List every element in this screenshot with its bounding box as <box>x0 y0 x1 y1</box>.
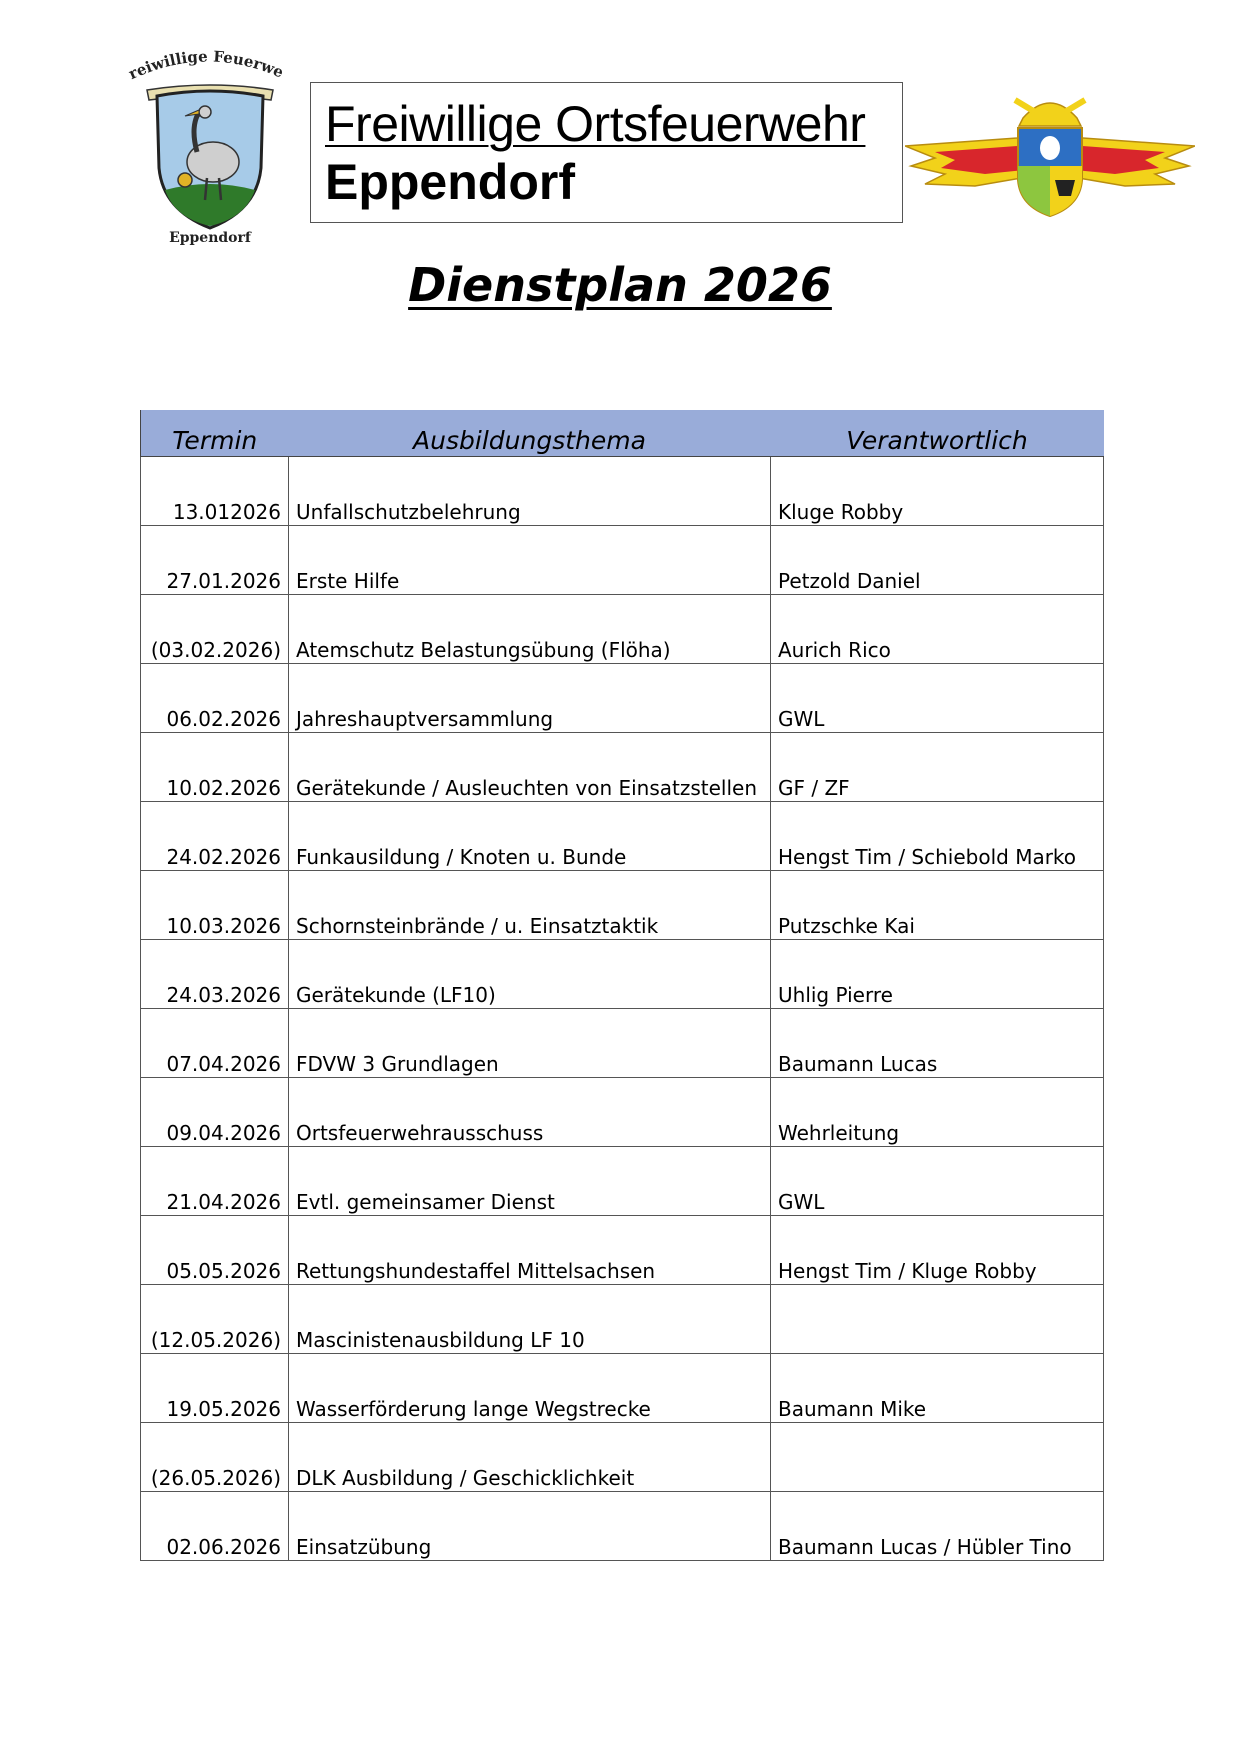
cell-responsible: Wehrleitung <box>771 1078 1104 1147</box>
cell-date: 10.02.2026 <box>141 733 289 802</box>
table-row <box>141 871 1104 940</box>
cell-date: 09.04.2026 <box>141 1078 289 1147</box>
cell-date: 13.012026 <box>141 457 289 526</box>
cell-topic: DLK Ausbildung / Geschicklichkeit <box>289 1423 771 1492</box>
table-row <box>141 526 1104 595</box>
cell-responsible <box>771 1285 1104 1354</box>
cell-date: 05.05.2026 <box>141 1216 289 1285</box>
header-org-name: Freiwillige Ortsfeuerwehr <box>325 96 866 152</box>
cell-responsible: Aurich Rico <box>771 595 1104 664</box>
cell-responsible: Putzschke Kai <box>771 871 1104 940</box>
cell-responsible: Hengst Tim / Kluge Robby <box>771 1216 1104 1285</box>
cell-topic: Schornsteinbrände / u. Einsatztaktik <box>289 871 771 940</box>
header-box <box>310 82 903 223</box>
cell-date: 06.02.2026 <box>141 664 289 733</box>
cell-date: 24.03.2026 <box>141 940 289 1009</box>
table-row <box>141 1147 1104 1216</box>
cell-topic: FDVW 3 Grundlagen <box>289 1009 771 1078</box>
cell-date: 21.04.2026 <box>141 1147 289 1216</box>
cell-topic: Wasserförderung lange Wegstrecke <box>289 1354 771 1423</box>
table-row <box>141 595 1104 664</box>
cell-responsible: GWL <box>771 1147 1104 1216</box>
table-row <box>141 802 1104 871</box>
cell-topic: Einsatzübung <box>289 1492 771 1561</box>
cell-topic: Rettungshundestaffel Mittelsachsen <box>289 1216 771 1285</box>
table-row <box>141 1492 1104 1561</box>
cell-topic: Erste Hilfe <box>289 526 771 595</box>
column-header-topic: Ausbildungsthema <box>289 410 771 457</box>
cell-topic: Evtl. gemeinsamer Dienst <box>289 1147 771 1216</box>
cell-date: 24.02.2026 <box>141 802 289 871</box>
cell-topic: Ortsfeuerwehrausschuss <box>289 1078 771 1147</box>
cell-date: 02.06.2026 <box>141 1492 289 1561</box>
header-town-name: Eppendorf <box>325 154 575 210</box>
cell-topic: Gerätekunde (LF10) <box>289 940 771 1009</box>
table-row <box>141 1354 1104 1423</box>
cell-responsible: GF / ZF <box>771 733 1104 802</box>
svg-text:Freiwillige Feuerwehr: reiwillige Feuerwe <box>125 50 287 84</box>
column-header-responsible: Verantwortlich <box>771 410 1104 457</box>
cell-date: (03.02.2026) <box>141 595 289 664</box>
cell-topic: Unfallschutzbelehrung <box>289 457 771 526</box>
cell-topic: Jahreshauptversammlung <box>289 664 771 733</box>
cell-responsible: Kluge Robby <box>771 457 1104 526</box>
table-row <box>141 940 1104 1009</box>
cell-date: (26.05.2026) <box>141 1423 289 1492</box>
cell-responsible: Baumann Lucas / Hübler Tino <box>771 1492 1104 1561</box>
document-title: Dienstplan 2026 <box>408 258 832 312</box>
cell-date: 19.05.2026 <box>141 1354 289 1423</box>
fire-brigade-emblem-logo <box>905 88 1195 218</box>
table-row <box>141 1216 1104 1285</box>
cell-responsible: Petzold Daniel <box>771 526 1104 595</box>
cell-date: 27.01.2026 <box>141 526 289 595</box>
cell-responsible: Uhlig Pierre <box>771 940 1104 1009</box>
cell-responsible: Hengst Tim / Schiebold Marko <box>771 802 1104 871</box>
cell-date: (12.05.2026) <box>141 1285 289 1354</box>
service-schedule-table <box>140 410 1104 1561</box>
table-row <box>141 1009 1104 1078</box>
svg-text:Eppendorf: Eppendorf <box>169 230 251 245</box>
cell-responsible: Baumann Lucas <box>771 1009 1104 1078</box>
cell-responsible: GWL <box>771 664 1104 733</box>
table-row <box>141 1423 1104 1492</box>
table-row <box>141 1078 1104 1147</box>
column-header-date: Termin <box>141 410 289 457</box>
table-row <box>141 1285 1104 1354</box>
cell-topic: Gerätekunde / Ausleuchten von Einsatzstellen <box>289 733 771 802</box>
table-body <box>141 457 1104 1561</box>
cell-topic: Funkausildung / Knoten u. Bunde <box>289 802 771 871</box>
fire-brigade-crest-logo <box>125 50 295 245</box>
cell-responsible <box>771 1423 1104 1492</box>
table-header <box>141 410 1104 457</box>
cell-date: 10.03.2026 <box>141 871 289 940</box>
cell-date: 07.04.2026 <box>141 1009 289 1078</box>
cell-responsible: Baumann Mike <box>771 1354 1104 1423</box>
table-row <box>141 664 1104 733</box>
table-row <box>141 733 1104 802</box>
cell-topic: Atemschutz Belastungsübung (Flöha) <box>289 595 771 664</box>
table-row <box>141 457 1104 526</box>
cell-topic: Mascinistenausbildung LF 10 <box>289 1285 771 1354</box>
